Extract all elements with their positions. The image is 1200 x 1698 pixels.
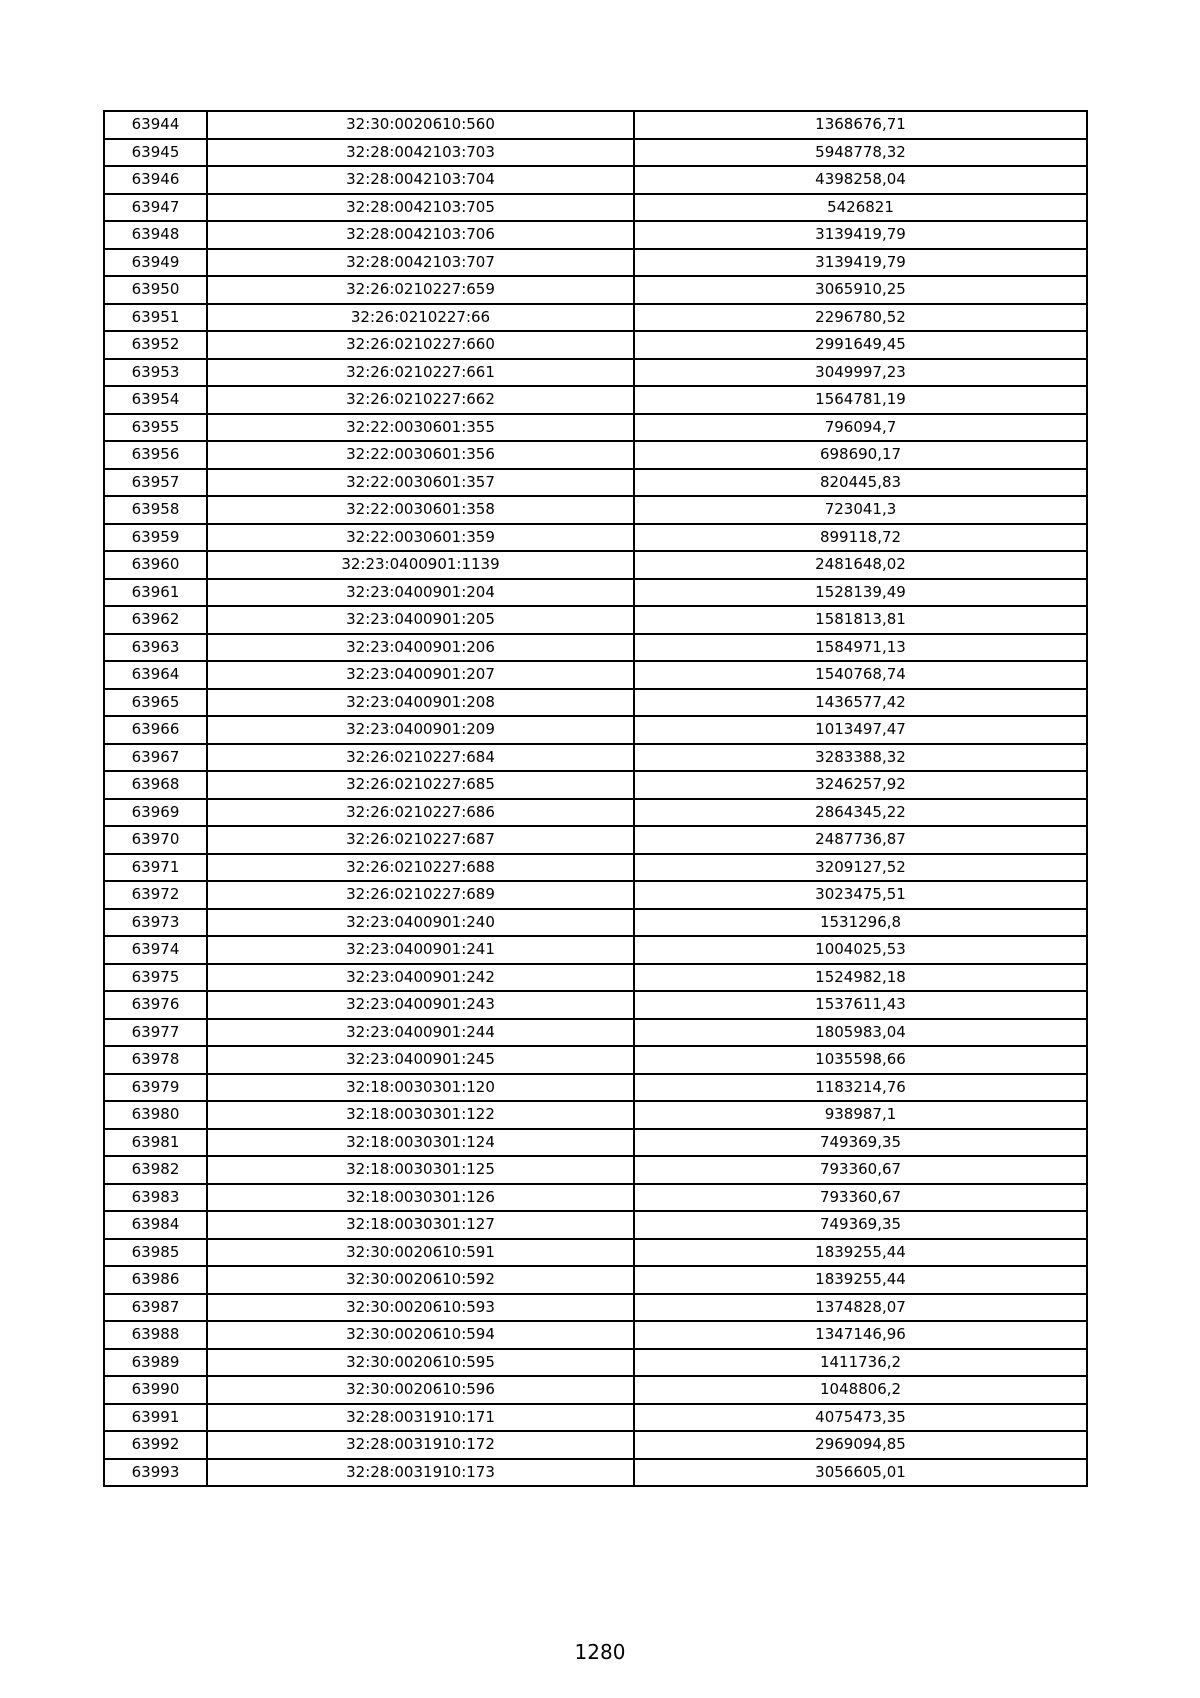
row-number-cell: 63981 xyxy=(104,1129,207,1157)
value-cell: 820445,83 xyxy=(634,469,1087,497)
cadastral-number-cell: 32:26:0210227:662 xyxy=(207,386,634,414)
value-cell: 749369,35 xyxy=(634,1211,1087,1239)
row-number-cell: 63991 xyxy=(104,1404,207,1432)
value-cell: 2969094,85 xyxy=(634,1431,1087,1459)
table-row xyxy=(104,881,1087,909)
row-number-cell: 63945 xyxy=(104,139,207,167)
value-cell: 1564781,19 xyxy=(634,386,1087,414)
row-number-cell: 63986 xyxy=(104,1266,207,1294)
row-number-cell: 63968 xyxy=(104,771,207,799)
row-number-cell: 63983 xyxy=(104,1184,207,1212)
table-row xyxy=(104,579,1087,607)
cadastral-number-cell: 32:18:0030301:122 xyxy=(207,1101,634,1129)
table-row xyxy=(104,936,1087,964)
value-cell: 1581813,81 xyxy=(634,606,1087,634)
row-number-cell: 63989 xyxy=(104,1349,207,1377)
table-row xyxy=(104,1019,1087,1047)
cadastral-number-cell: 32:30:0020610:593 xyxy=(207,1294,634,1322)
value-cell: 938987,1 xyxy=(634,1101,1087,1129)
value-cell: 1347146,96 xyxy=(634,1321,1087,1349)
value-cell: 3139419,79 xyxy=(634,249,1087,277)
cadastral-number-cell: 32:22:0030601:355 xyxy=(207,414,634,442)
cadastral-number-cell: 32:22:0030601:358 xyxy=(207,496,634,524)
value-cell: 5948778,32 xyxy=(634,139,1087,167)
value-cell: 1436577,42 xyxy=(634,689,1087,717)
table-row xyxy=(104,991,1087,1019)
row-number-cell: 63961 xyxy=(104,579,207,607)
row-number-cell: 63980 xyxy=(104,1101,207,1129)
row-number-cell: 63967 xyxy=(104,744,207,772)
row-number-cell: 63963 xyxy=(104,634,207,662)
value-cell: 1540768,74 xyxy=(634,661,1087,689)
value-cell: 1839255,44 xyxy=(634,1239,1087,1267)
cadastral-number-cell: 32:28:0042103:703 xyxy=(207,139,634,167)
cadastral-number-cell: 32:23:0400901:245 xyxy=(207,1046,634,1074)
row-number-cell: 63950 xyxy=(104,276,207,304)
table-row xyxy=(104,771,1087,799)
row-number-cell: 63971 xyxy=(104,854,207,882)
table-row xyxy=(104,1239,1087,1267)
table-row xyxy=(104,359,1087,387)
table-row xyxy=(104,331,1087,359)
value-cell: 1035598,66 xyxy=(634,1046,1087,1074)
row-number-cell: 63979 xyxy=(104,1074,207,1102)
row-number-cell: 63944 xyxy=(104,111,207,139)
cadastral-number-cell: 32:28:0031910:172 xyxy=(207,1431,634,1459)
table-row xyxy=(104,716,1087,744)
cadastral-number-cell: 32:28:0042103:705 xyxy=(207,194,634,222)
value-cell: 2296780,52 xyxy=(634,304,1087,332)
row-number-cell: 63973 xyxy=(104,909,207,937)
row-number-cell: 63972 xyxy=(104,881,207,909)
cadastral-number-cell: 32:23:0400901:204 xyxy=(207,579,634,607)
table-row xyxy=(104,221,1087,249)
cadastral-number-cell: 32:26:0210227:684 xyxy=(207,744,634,772)
cadastral-number-cell: 32:22:0030601:356 xyxy=(207,441,634,469)
value-cell: 793360,67 xyxy=(634,1184,1087,1212)
table-row xyxy=(104,304,1087,332)
cadastral-number-cell: 32:30:0020610:560 xyxy=(207,111,634,139)
cadastral-number-cell: 32:23:0400901:208 xyxy=(207,689,634,717)
cadastral-number-cell: 32:30:0020610:596 xyxy=(207,1376,634,1404)
cadastral-number-cell: 32:23:0400901:205 xyxy=(207,606,634,634)
table-row xyxy=(104,441,1087,469)
value-cell: 1368676,71 xyxy=(634,111,1087,139)
cadastral-number-cell: 32:28:0042103:706 xyxy=(207,221,634,249)
cadastral-number-cell: 32:22:0030601:357 xyxy=(207,469,634,497)
table-row xyxy=(104,414,1087,442)
value-cell: 1537611,43 xyxy=(634,991,1087,1019)
row-number-cell: 63982 xyxy=(104,1156,207,1184)
table-row xyxy=(104,964,1087,992)
cadastral-number-cell: 32:26:0210227:689 xyxy=(207,881,634,909)
cadastral-number-cell: 32:26:0210227:687 xyxy=(207,826,634,854)
table-row xyxy=(104,469,1087,497)
cadastral-number-cell: 32:23:0400901:209 xyxy=(207,716,634,744)
row-number-cell: 63955 xyxy=(104,414,207,442)
value-cell: 1528139,49 xyxy=(634,579,1087,607)
value-cell: 796094,7 xyxy=(634,414,1087,442)
cadastral-number-cell: 32:30:0020610:592 xyxy=(207,1266,634,1294)
table-row xyxy=(104,744,1087,772)
value-cell: 3283388,32 xyxy=(634,744,1087,772)
value-cell: 3209127,52 xyxy=(634,854,1087,882)
value-cell: 1048806,2 xyxy=(634,1376,1087,1404)
value-cell: 3056605,01 xyxy=(634,1459,1087,1487)
value-cell: 1805983,04 xyxy=(634,1019,1087,1047)
row-number-cell: 63985 xyxy=(104,1239,207,1267)
cadastral-number-cell: 32:26:0210227:659 xyxy=(207,276,634,304)
table-row xyxy=(104,1294,1087,1322)
table-row xyxy=(104,1376,1087,1404)
value-cell: 1374828,07 xyxy=(634,1294,1087,1322)
row-number-cell: 63953 xyxy=(104,359,207,387)
table-row xyxy=(104,854,1087,882)
value-cell: 3023475,51 xyxy=(634,881,1087,909)
table-row xyxy=(104,1101,1087,1129)
row-number-cell: 63946 xyxy=(104,166,207,194)
value-cell: 1839255,44 xyxy=(634,1266,1087,1294)
row-number-cell: 63958 xyxy=(104,496,207,524)
cadastral-number-cell: 32:18:0030301:120 xyxy=(207,1074,634,1102)
row-number-cell: 63949 xyxy=(104,249,207,277)
row-number-cell: 63960 xyxy=(104,551,207,579)
row-number-cell: 63977 xyxy=(104,1019,207,1047)
value-cell: 1183214,76 xyxy=(634,1074,1087,1102)
table-row xyxy=(104,249,1087,277)
value-cell: 2487736,87 xyxy=(634,826,1087,854)
value-cell: 723041,3 xyxy=(634,496,1087,524)
table-row xyxy=(104,634,1087,662)
value-cell: 1531296,8 xyxy=(634,909,1087,937)
value-cell: 1013497,47 xyxy=(634,716,1087,744)
row-number-cell: 63975 xyxy=(104,964,207,992)
table-row xyxy=(104,1184,1087,1212)
cadastral-number-cell: 32:18:0030301:126 xyxy=(207,1184,634,1212)
row-number-cell: 63954 xyxy=(104,386,207,414)
table-row xyxy=(104,1046,1087,1074)
table-row xyxy=(104,606,1087,634)
table-row xyxy=(104,496,1087,524)
row-number-cell: 63952 xyxy=(104,331,207,359)
table-row xyxy=(104,1156,1087,1184)
table-row xyxy=(104,1349,1087,1377)
cadastral-number-cell: 32:26:0210227:660 xyxy=(207,331,634,359)
cadastral-number-cell: 32:30:0020610:594 xyxy=(207,1321,634,1349)
row-number-cell: 63959 xyxy=(104,524,207,552)
row-number-cell: 63948 xyxy=(104,221,207,249)
cadastral-number-cell: 32:23:0400901:207 xyxy=(207,661,634,689)
cadastral-number-cell: 32:23:0400901:242 xyxy=(207,964,634,992)
row-number-cell: 63993 xyxy=(104,1459,207,1487)
cadastral-value-table xyxy=(103,110,1088,1487)
table-row xyxy=(104,1431,1087,1459)
cadastral-number-cell: 32:28:0031910:171 xyxy=(207,1404,634,1432)
value-cell: 2991649,45 xyxy=(634,331,1087,359)
cadastral-number-cell: 32:23:0400901:240 xyxy=(207,909,634,937)
value-cell: 3139419,79 xyxy=(634,221,1087,249)
table-row xyxy=(104,661,1087,689)
value-cell: 1584971,13 xyxy=(634,634,1087,662)
row-number-cell: 63987 xyxy=(104,1294,207,1322)
value-cell: 698690,17 xyxy=(634,441,1087,469)
row-number-cell: 63970 xyxy=(104,826,207,854)
table-row xyxy=(104,1404,1087,1432)
value-cell: 2864345,22 xyxy=(634,799,1087,827)
table-row xyxy=(104,524,1087,552)
value-cell: 899118,72 xyxy=(634,524,1087,552)
cadastral-number-cell: 32:18:0030301:127 xyxy=(207,1211,634,1239)
value-cell: 1411736,2 xyxy=(634,1349,1087,1377)
value-cell: 5426821 xyxy=(634,194,1087,222)
cadastral-number-cell: 32:18:0030301:124 xyxy=(207,1129,634,1157)
table-row xyxy=(104,1321,1087,1349)
cadastral-number-cell: 32:30:0020610:591 xyxy=(207,1239,634,1267)
table-row xyxy=(104,111,1087,139)
value-cell: 1524982,18 xyxy=(634,964,1087,992)
cadastral-number-cell: 32:23:0400901:244 xyxy=(207,1019,634,1047)
row-number-cell: 63988 xyxy=(104,1321,207,1349)
row-number-cell: 63969 xyxy=(104,799,207,827)
row-number-cell: 63957 xyxy=(104,469,207,497)
table-row xyxy=(104,1459,1087,1487)
row-number-cell: 63976 xyxy=(104,991,207,1019)
table-row xyxy=(104,826,1087,854)
cadastral-number-cell: 32:23:0400901:206 xyxy=(207,634,634,662)
row-number-cell: 63984 xyxy=(104,1211,207,1239)
table-row xyxy=(104,166,1087,194)
table-body xyxy=(104,111,1087,1486)
cadastral-number-cell: 32:18:0030301:125 xyxy=(207,1156,634,1184)
table-row xyxy=(104,909,1087,937)
table-row xyxy=(104,1129,1087,1157)
cadastral-number-cell: 32:23:0400901:243 xyxy=(207,991,634,1019)
cadastral-number-cell: 32:23:0400901:1139 xyxy=(207,551,634,579)
cadastral-number-cell: 32:22:0030601:359 xyxy=(207,524,634,552)
value-cell: 3246257,92 xyxy=(634,771,1087,799)
value-cell: 2481648,02 xyxy=(634,551,1087,579)
cadastral-number-cell: 32:26:0210227:685 xyxy=(207,771,634,799)
row-number-cell: 63951 xyxy=(104,304,207,332)
cadastral-number-cell: 32:30:0020610:595 xyxy=(207,1349,634,1377)
row-number-cell: 63965 xyxy=(104,689,207,717)
table-row xyxy=(104,1211,1087,1239)
page-number: 1280 xyxy=(574,1640,626,1664)
cadastral-number-cell: 32:26:0210227:688 xyxy=(207,854,634,882)
cadastral-number-cell: 32:26:0210227:686 xyxy=(207,799,634,827)
cadastral-number-cell: 32:28:0031910:173 xyxy=(207,1459,634,1487)
row-number-cell: 63974 xyxy=(104,936,207,964)
row-number-cell: 63964 xyxy=(104,661,207,689)
row-number-cell: 63978 xyxy=(104,1046,207,1074)
cadastral-number-cell: 32:26:0210227:661 xyxy=(207,359,634,387)
table-row xyxy=(104,1266,1087,1294)
value-cell: 749369,35 xyxy=(634,1129,1087,1157)
table-row xyxy=(104,799,1087,827)
cadastral-number-cell: 32:26:0210227:66 xyxy=(207,304,634,332)
value-cell: 4398258,04 xyxy=(634,166,1087,194)
row-number-cell: 63966 xyxy=(104,716,207,744)
value-cell: 1004025,53 xyxy=(634,936,1087,964)
cadastral-number-cell: 32:28:0042103:707 xyxy=(207,249,634,277)
row-number-cell: 63992 xyxy=(104,1431,207,1459)
table-row xyxy=(104,276,1087,304)
row-number-cell: 63956 xyxy=(104,441,207,469)
table-row xyxy=(104,386,1087,414)
table-row xyxy=(104,551,1087,579)
row-number-cell: 63990 xyxy=(104,1376,207,1404)
row-number-cell: 63962 xyxy=(104,606,207,634)
table-row xyxy=(104,689,1087,717)
value-cell: 793360,67 xyxy=(634,1156,1087,1184)
table-row xyxy=(104,139,1087,167)
value-cell: 4075473,35 xyxy=(634,1404,1087,1432)
cadastral-number-cell: 32:23:0400901:241 xyxy=(207,936,634,964)
table-row xyxy=(104,194,1087,222)
row-number-cell: 63947 xyxy=(104,194,207,222)
value-cell: 3049997,23 xyxy=(634,359,1087,387)
value-cell: 3065910,25 xyxy=(634,276,1087,304)
table-row xyxy=(104,1074,1087,1102)
cadastral-number-cell: 32:28:0042103:704 xyxy=(207,166,634,194)
